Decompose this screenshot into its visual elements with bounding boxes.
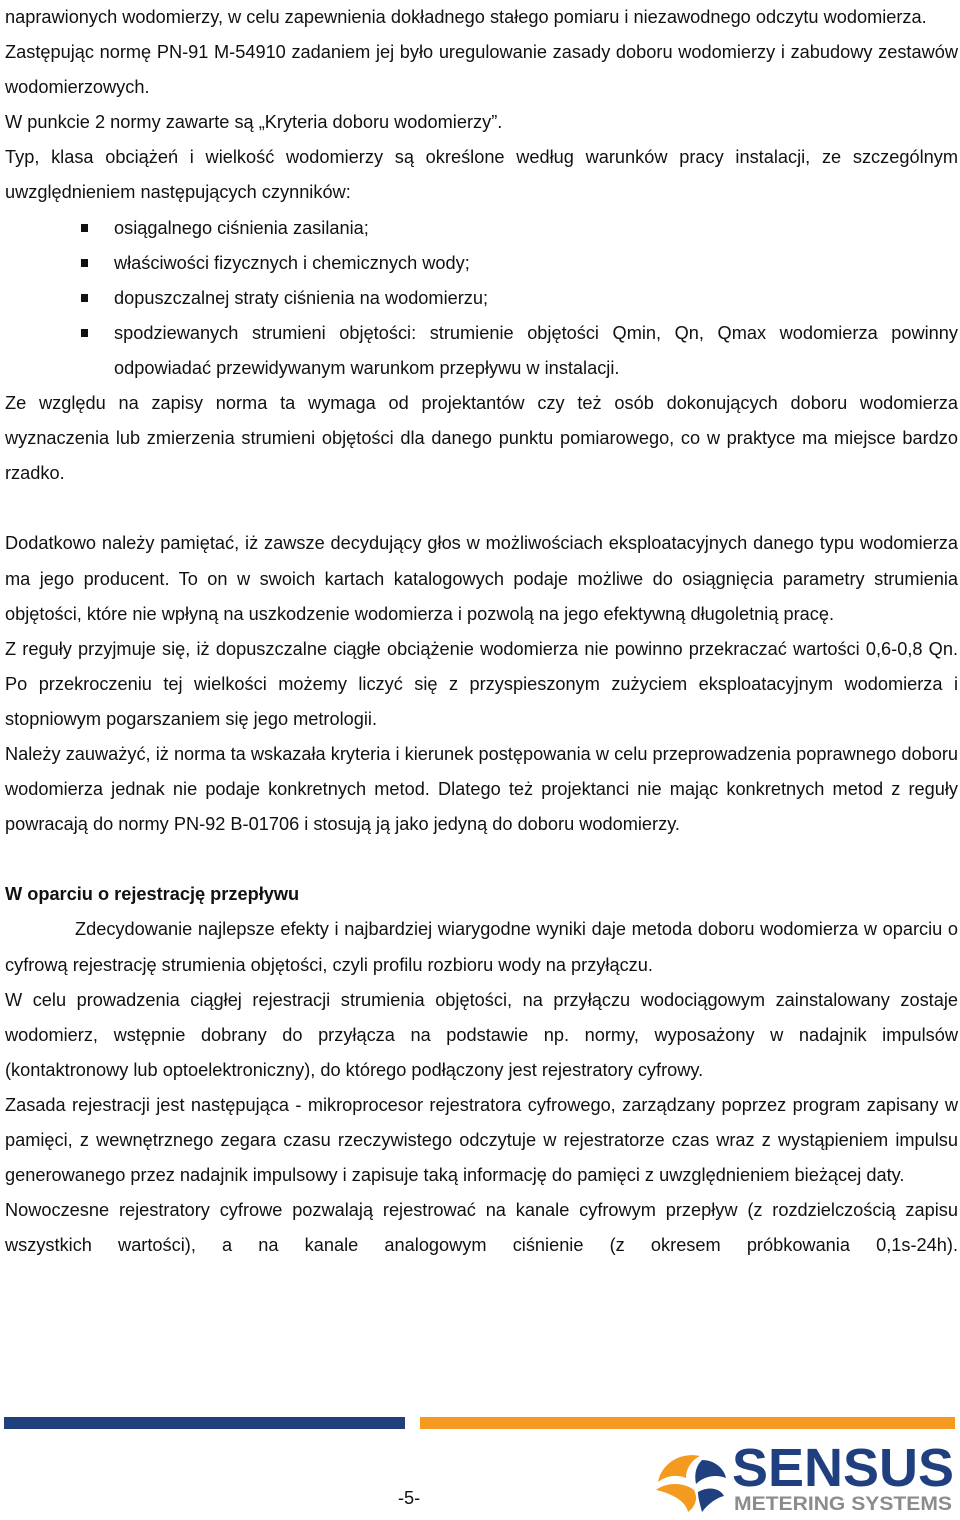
- square-bullet-icon: [81, 294, 88, 302]
- list-item-text: właściwości fizycznych i chemicznych wody;: [114, 252, 470, 273]
- list-item-text: osiągalnego ciśnienia zasilania;: [114, 217, 369, 238]
- logo-tagline: METERING SYSTEMS: [734, 1494, 952, 1514]
- paragraph: W punkcie 2 normy zawarte są „Kryteria doboru wodomierzy”.: [5, 112, 503, 133]
- square-bullet-icon: [81, 259, 88, 267]
- logo-wordmark: SENSUS: [732, 1442, 954, 1498]
- sensus-emblem-icon: [656, 1455, 726, 1512]
- paragraph: Dodatkowo należy pamiętać, iż zawsze decydujący głos w możliwościach eksploatacyjnych danego typu wodomierza ma jego producent. To on w swoich kartach katalogowych podaje możliwe do osiągnięcia parametry strumienia objętości, które nie wpłyną na uszkodzenie wodomierza i pozwolą na jego efektywną długoletnią pracę.: [5, 533, 958, 624]
- paragraph: Zdecydowanie najlepsze efekty i najbardziej wiarygodne wyniki daje metoda doboru wodomierza w oparciu o cyfrową rejestrację strumienia objętości, czyli profilu rozbioru wody na przyłączu.: [5, 919, 958, 975]
- section-heading: W oparciu o rejestrację przepływu: [5, 884, 300, 905]
- list-item-text: dopuszczalnej straty ciśnienia na wodomierzu;: [114, 287, 489, 308]
- list-item-text: spodziewanych strumieni objętości: strumienie objętości Qmin, Qn, Qmax wodomierza powinny odpowiadać przewidywanym warunkom przepływu w instalacji.: [114, 322, 958, 378]
- paragraph: Z reguły przyjmuje się, iż dopuszczalne ciągłe obciążenie wodomierza nie powinno przekraczać wartości 0,6-0,8 Qn. Po przekroczeniu tej wielkości możemy liczyć się z przyspieszonym zużyciem eksploatacyjnym wodomierza i stopniowym pogarszaniem się jego metrologii.: [5, 638, 958, 729]
- paragraph: Nowoczesne rejestratory cyfrowe pozwalają rejestrować na kanale cyfrowym przepływ (z rozdzielczością zapisu wszystkich wartości), a na kanale analogowym ciśnienie (z okresem próbkowania 0,1s-24h).: [5, 1200, 958, 1256]
- paragraph: Zasada rejestracji jest następująca - mikroprocesor rejestratora cyfrowego, zarządzany poprzez program zapisany w pamięci, z wewnętrznego zegara czasu rzeczywistego odczytuje w rejestratorze czas wraz z wystąpieniem impulsu generowanego przez nadajnik impulsowy i zapisuje taką informację do pamięci z uwzględnieniem bieżącej daty.: [5, 1094, 958, 1186]
- criteria-list: [5, 211, 958, 386]
- paragraph: Typ, klasa obciążeń i wielkość wodomierzy są określone według warunków pracy instalacji, ze szczególnym uwzględnieniem następujących czynników:: [5, 147, 958, 203]
- paragraph: Ze względu na zapisy norma ta wymaga od projektantów czy też osób dokonujących doboru wodomierza wyznaczenia lub zmierzenia strumieni objętości dla danego punktu pomiarowego, co w praktyce ma miejsce bardzo rzadko.: [5, 393, 958, 484]
- document-body: [5, 0, 958, 1263]
- paragraph: W celu prowadzenia ciągłej rejestracji strumienia objętości, na przyłączu wodociągowym zainstalowany zostaje wodomierz, wstępnie dobrany do przyłącza na podstawie np. normy, wyposażony w nadajnik impulsów (kontaktronowy lub optoelektroniczny), do którego podłączony jest rejestratory cyfrowy.: [5, 989, 958, 1080]
- list-item: [114, 246, 958, 281]
- footer-bar-orange: [420, 1417, 955, 1429]
- list-item: [114, 281, 958, 316]
- sensus-logo: [652, 1442, 957, 1514]
- page-number: -5-: [398, 1488, 421, 1508]
- list-item: [114, 211, 958, 246]
- paragraph: naprawionych wodomierzy, w celu zapewnienia dokładnego stałego pomiaru i niezawodnego odczytu wodomierza.: [5, 7, 927, 27]
- square-bullet-icon: [81, 329, 88, 337]
- paragraph: Zastępując normę PN-91 M-54910 zadaniem jej było uregulowanie zasady doboru wodomierzy i zabudowy zestawów wodomierzowych.: [5, 42, 958, 98]
- square-bullet-icon: [81, 224, 88, 232]
- footer-bar-blue: [4, 1417, 405, 1429]
- spacer: [5, 491, 958, 526]
- list-item: [114, 316, 958, 386]
- spacer: [5, 842, 958, 877]
- paragraph: Należy zauważyć, iż norma ta wskazała kryteria i kierunek postępowania w celu przeprowadzenia poprawnego doboru wodomierza jednak nie podaje konkretnych metod. Dlatego też projektanci nie mając konkretnych metod z reguły powracają do normy PN-92 B-01706 i stosują ją jako jedyną do doboru wodomierzy.: [5, 743, 958, 835]
